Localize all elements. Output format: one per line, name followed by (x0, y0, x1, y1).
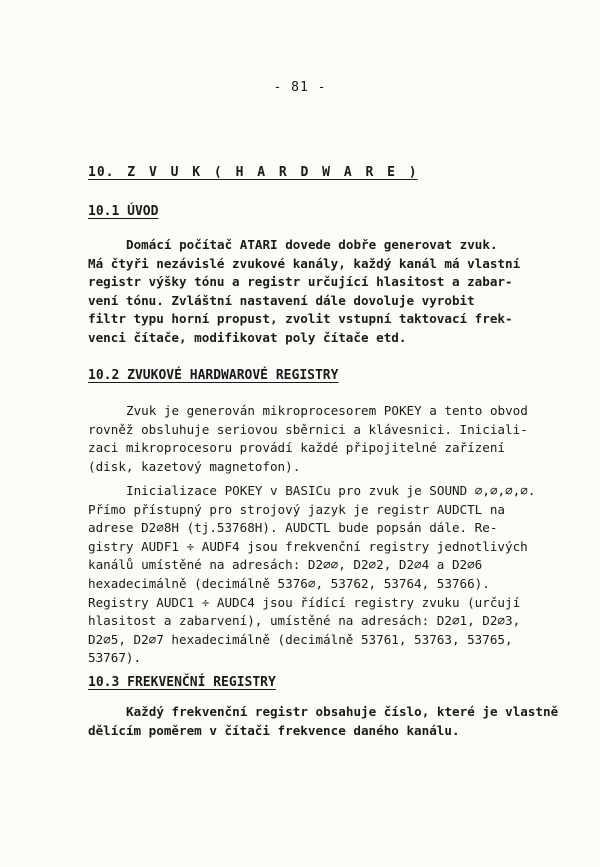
page-number: - 81 - (273, 80, 327, 95)
text-line: (disk, kazetový magnetofon). (88, 458, 301, 474)
text-line: kanálů umístěné na adresách: D2∅∅, D2∅2, D2∅4 a D2∅6 (88, 557, 483, 573)
text-line: rovněž obsluhuje seriovou sběrnici a klávesnici. Iniciali- (88, 421, 528, 437)
text-line: Má čtyři nezávislé zvukové kanály, každý kanál má vlastní (88, 255, 521, 271)
paragraph-registers (88, 482, 548, 668)
paragraph-frequency (88, 703, 559, 740)
text-line: Registry AUDC1 ÷ AUDC4 jsou řídící registry zvuku (určují (88, 594, 521, 610)
paragraph-intro (88, 236, 548, 348)
text-line: vení tónu. Zvláštní nastavení dále dovoluje vyrobit (88, 292, 475, 308)
text-line: hlasitost a zabarvení), umístěné na adresách: D2∅1, D2∅3, (88, 613, 521, 629)
text-line: Každý frekvenční registr obsahuje číslo, které je vlastně (126, 704, 559, 719)
text-line: D2∅5, D2∅7 hexadecimálně (decimálně 53761, 53763, 53765, (88, 631, 513, 647)
text-line: filtr typu horní propust, zvolit vstupní taktovací frek- (88, 311, 513, 327)
text-line: adrese D2∅8H (tj.53768H). AUDCTL bude popsán dále. Re- (88, 520, 498, 536)
text-line: hexadecimálně (decimálně 5376∅, 53762, 53764, 53766). (88, 575, 490, 591)
text-line: Zvuk je generován mikroprocesorem POKEY a tento obvod (126, 403, 528, 418)
text-line: Přímo přístupný pro strojový jazyk je registr AUDCTL na (88, 501, 506, 517)
text-line: zaci mikroprocesoru provádí každé připojitelné zařízení (88, 440, 506, 456)
chapter-heading: 10. Z V U K ( H A R D W A R E ) (88, 165, 418, 180)
paragraph-pokey (88, 402, 548, 476)
text-line: 53767). (88, 650, 142, 666)
text-line: registr výšky tónu a registr určující hlasitost a zabar- (88, 274, 513, 290)
text-line: Domácí počítač ATARI dovede dobře generovat zvuk. (126, 237, 498, 252)
text-line: gistry AUDF1 ÷ AUDF4 jsou frekvenční registry jednotlivých (88, 538, 528, 554)
section-heading-registers: 10.2 ZVUKOVÉ HARDWAROVÉ REGISTRY (88, 368, 339, 383)
text-line: Inicializace POKEY v BASICu pro zvuk je SOUND ∅,∅,∅,∅. (126, 483, 536, 498)
section-heading-uvod: 10.1 ÚVOD (88, 204, 159, 219)
section-heading-frequency: 10.3 FREKVENČNÍ REGISTRY (88, 675, 276, 690)
text-line: venci čítače, modifikovat poly čítače etd. (88, 329, 407, 345)
text-line: dělícím poměrem v čítači frekvence daného kanálu. (88, 722, 460, 738)
